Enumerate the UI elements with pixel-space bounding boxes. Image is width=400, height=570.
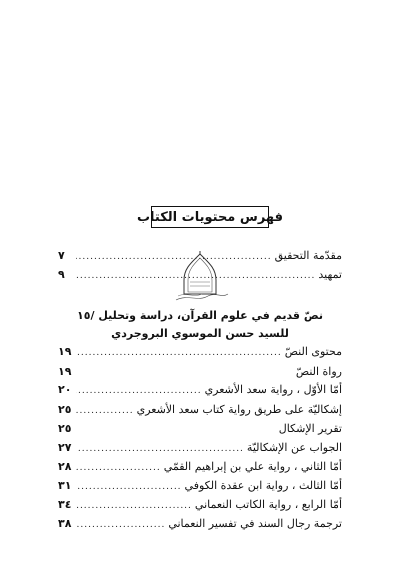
toc-entry-page: ٢٥ <box>58 422 72 435</box>
toc-entry-page: ١٩ <box>58 345 72 358</box>
toc-entry-label: أمّا الثاني ، رواية علي بن إبراهيم القمّي <box>163 460 342 473</box>
toc-entry-page: ١٩ <box>58 365 72 378</box>
toc-entry[interactable] <box>58 422 342 438</box>
toc-entry-label: رواة النصّ <box>295 365 342 378</box>
toc-entry-label: ترجمة رجال السند في تفسير النعماني <box>168 517 342 530</box>
toc-entry-label: تمهيد <box>318 268 342 281</box>
toc-entry-label: مقدّمة التحقيق <box>274 249 342 262</box>
toc-entry-page: ٢٧ <box>58 441 72 454</box>
leader-dots <box>76 520 165 530</box>
leader-dots <box>76 501 192 511</box>
toc-entry-page: ٩ <box>58 268 65 281</box>
toc-entry-page: ٣١ <box>58 479 72 492</box>
toc-entry-label: تقرير الإشكال <box>278 422 342 435</box>
leader-dots <box>76 406 134 416</box>
toc-entry-label: الجواب عن الإشكاليّة <box>246 441 342 454</box>
toc-entry-label: أمّا الرابع ، رواية الكاتب النعماني <box>194 498 342 511</box>
toc-entry-page: ٣٤ <box>58 498 72 511</box>
toc-entry[interactable] <box>58 460 342 476</box>
toc-entry[interactable] <box>58 365 342 381</box>
toc-entry-label: أمّا الثالث ، رواية ابن عقدة الكوفي <box>184 479 342 492</box>
library-seal-stamp <box>168 250 232 304</box>
toc-entry-page: ٢٠ <box>58 383 72 396</box>
toc-entry-label: أمّا الأوّل ، رواية سعد الأشعري <box>204 383 342 396</box>
toc-title: فهرس محتويات الكتاب <box>151 206 269 228</box>
leader-dots <box>76 463 161 473</box>
toc-entry[interactable] <box>58 479 342 495</box>
section-author: للسيد حسن الموسوي البروجردي <box>111 327 289 340</box>
section-title: نصّ قديم في علوم القرآن، دراسة وتحليل /١٥ <box>77 309 323 322</box>
toc-entry[interactable] <box>58 517 342 533</box>
toc-entry-label: محتوى النصّ <box>284 345 342 358</box>
leader-dots <box>76 386 202 396</box>
toc-entry[interactable] <box>58 345 342 361</box>
toc-entry[interactable] <box>58 403 342 419</box>
leader-dots <box>76 348 282 358</box>
toc-entry-page: ٢٥ <box>58 403 72 416</box>
dome-seal-icon <box>168 250 232 304</box>
toc-entry[interactable] <box>58 383 342 399</box>
toc-entry[interactable] <box>58 441 342 457</box>
toc-entry-page: ٣٨ <box>58 517 72 530</box>
leader-dots <box>76 444 244 454</box>
toc-entry-page: ٧ <box>58 249 65 262</box>
toc-entry-label: إشكاليّة على طريق رواية كتاب سعد الأشعري <box>136 403 342 416</box>
toc-entry-page: ٢٨ <box>58 460 72 473</box>
toc-entry[interactable] <box>58 498 342 514</box>
leader-dots <box>76 482 182 492</box>
